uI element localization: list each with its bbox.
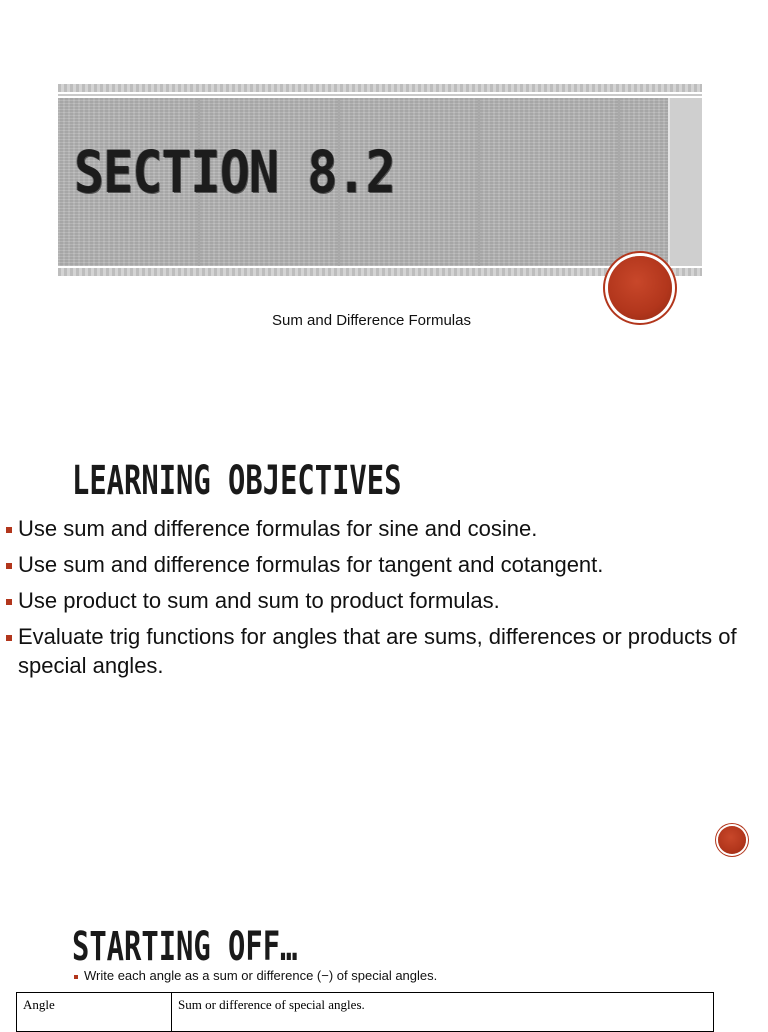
list-item bbox=[8, 622, 758, 680]
starting-off-title: STARTING OFF… bbox=[72, 924, 298, 970]
decorative-circle-small bbox=[718, 826, 746, 854]
bullet-square-icon bbox=[6, 635, 12, 641]
section-title: SECTION 8.2 bbox=[74, 138, 395, 206]
objectives-list bbox=[8, 514, 758, 687]
instruction-text: Write each angle as a sum or difference (−) of special angles. bbox=[84, 968, 438, 983]
decorative-circle-large bbox=[608, 256, 672, 320]
objective-text: Use product to sum and sum to product formulas. bbox=[18, 588, 500, 613]
slide-subtitle: Sum and Difference Formulas bbox=[272, 312, 471, 329]
column-header-angle: Angle bbox=[17, 993, 172, 1032]
angles-table bbox=[16, 992, 714, 1032]
bullet-square-icon bbox=[6, 563, 12, 569]
bullet-square-icon bbox=[6, 527, 12, 533]
banner-top-rule-thin bbox=[58, 94, 702, 96]
bullet-square-icon bbox=[6, 599, 12, 605]
objective-text: Use sum and difference formulas for tangent and cotangent. bbox=[18, 552, 604, 577]
objective-text: Use sum and difference formulas for sine and cosine. bbox=[18, 516, 538, 541]
banner-top-rule bbox=[58, 84, 702, 92]
instruction bbox=[74, 968, 437, 983]
bullet-square-icon bbox=[74, 975, 78, 979]
banner-panel-divider bbox=[478, 98, 480, 266]
table-header-row bbox=[17, 993, 714, 1032]
banner-bottom-rule bbox=[58, 268, 702, 276]
objective-text: Evaluate trig functions for angles that are sums, differences or products of special angles. bbox=[18, 624, 737, 678]
banner-panel-divider bbox=[618, 98, 620, 266]
list-item bbox=[8, 586, 758, 615]
column-header-sum-difference: Sum or difference of special angles. bbox=[172, 993, 714, 1032]
learning-objectives-title: LEARNING OBJECTIVES bbox=[72, 458, 402, 504]
list-item bbox=[8, 550, 758, 579]
list-item bbox=[8, 514, 758, 543]
banner-right-strip bbox=[668, 98, 702, 266]
